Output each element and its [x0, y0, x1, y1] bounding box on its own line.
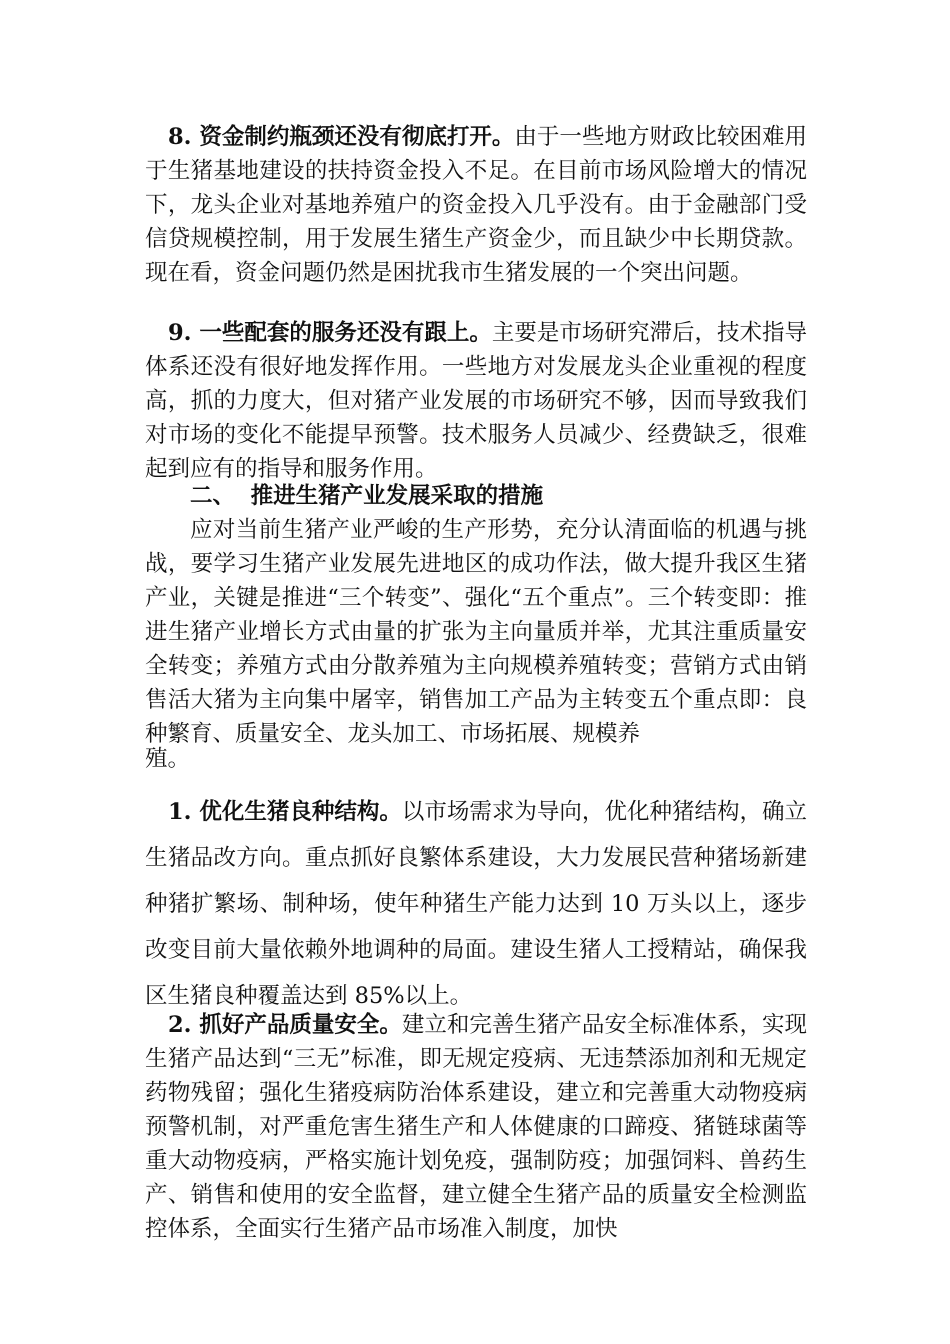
item-1-body: 以市场需求为导向，优化种猪结构，确立生猪品改方向。重点抓好良繁体系建设，大力发展民营种猪场新建种猪扩繁场、制种场，使年种猪生产能力达到 10 万头以上，逐步改变目前大量依赖外地调种的局面。建设生猪人工授精站，确保我区生猪良种覆盖达到 85%以上。 [145, 799, 807, 1009]
paragraph-section-9 [145, 316, 807, 486]
section-8-body: 由于一些地方财政比较困难用于生猪基地建设的扶持资金投入不足。在目前市场风险增大的情况下，龙头企业对基地养殖户的资金投入几乎没有。由于金融部门受信贷规模控制，用于发展生猪生产资金少，而且缺少中长期贷款。现在看，资金问题仍然是困扰我市生猪发展的一个突出问题。 [145, 124, 807, 286]
intro-end: 殖。 [145, 746, 191, 772]
section-9-title: 9. 一些配套的服务还没有跟上。 [168, 320, 492, 346]
intro-body: 应对当前生猪产业严峻的生产形势，充分认清面临的机遇与挑战，要学习生猪产业发展先进地区的成功作法，做大提升我区生猪产业，关键是推进“三个转变”、强化“五个重点”。三个转变即：推进生猪产业增长方式由量的扩张为主向量质并举，尤其注重质量安全转变；养殖方式由分散养殖为主向规模养殖转变；营销方式由销售活大猪为主向集中屠宰，销售加工产品为主转变五个重点即：良种繁育、质量安全、龙头加工、市场拓展、规模养 [145, 517, 807, 747]
section-heading-2: 二、 推进生猪产业发展采取的措施 [190, 483, 544, 509]
item-1-title: 1. 优化生猪良种结构。 [168, 799, 402, 825]
section-8-title: 8. 资金制约瓶颈还没有彻底打开。 [168, 124, 515, 150]
item-2-body: 建立和完善生猪产品安全标准体系，实现生猪产品达到“三无”标准，即无规定疫病、无违禁添加剂和无规定药物残留；强化生猪疫病防治体系建设，建立和完善重大动物疫病预警机制，对严重危害生猪生产和人体健康的口蹄疫、猪链球菌等重大动物疫病，严格实施计划免疫，强制防疫；加强饲料、兽药生产、销售和使用的安全监督，建立健全生猪产品的质量安全检测监控体系，全面实行生猪产品市场准入制度，加快 [145, 1012, 807, 1242]
paragraph-section-8 [145, 120, 807, 290]
item-2-title: 2. 抓好产品质量安全。 [168, 1012, 402, 1038]
paragraph-intro-end [145, 742, 807, 776]
section-9-body: 主要是市场研究滞后，技术指导体系还没有很好地发挥作用。一些地方对发展龙头企业重视的程度高，抓的力度大，但对猪产业发展的市场研究不够，因而导致我们对市场的变化不能提早预警。技术服务人员减少、经费缺乏，很难起到应有的指导和服务作用。 [145, 320, 807, 482]
paragraph-item-1 [145, 789, 807, 1019]
paragraph-intro [145, 513, 807, 751]
paragraph-item-2 [145, 1008, 807, 1246]
